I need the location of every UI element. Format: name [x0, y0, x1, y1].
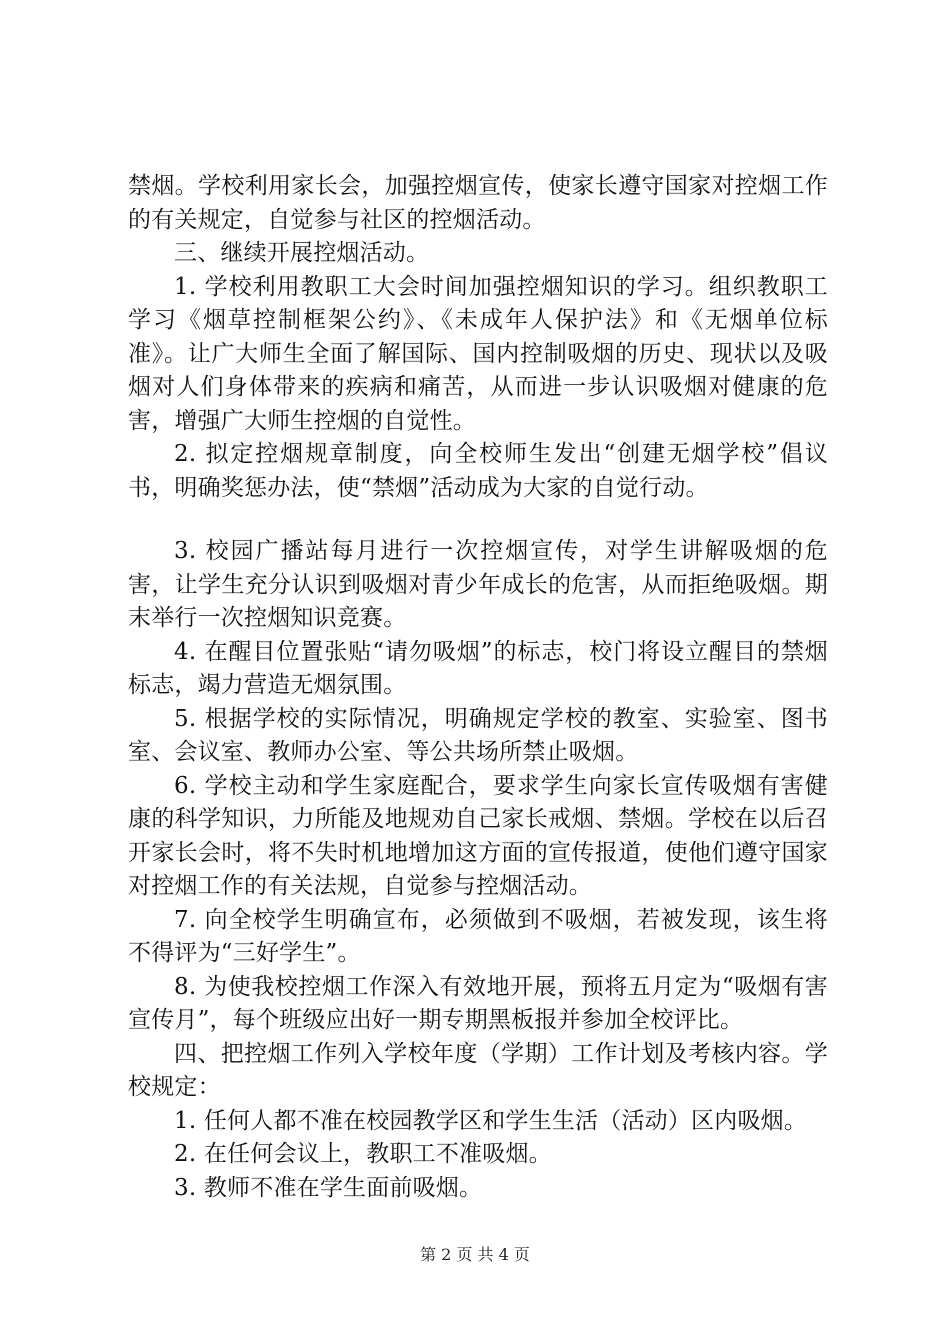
paragraph-item-2: 2. 拟定控烟规章制度，向全校师生发出“创建无烟学校”倡议书，明确奖惩办法，使“禁烟”活动成为大家的自觉行动。	[128, 441, 828, 501]
paragraph-item-1: 1. 学校利用教职工大会时间加强控烟知识的学习。组织教职工学习《烟草控制框架公约》、《未成年人保护法》和《无烟单位标准》。让广大师生全面了解国际、国内控制吸烟的历史、现状以及吸烟对人们身体带来的疾病和痛苦，从而进一步认识吸烟对健康的危害，增强广大师生控烟的自觉性。	[128, 273, 828, 434]
rule-item-3: 3. 教师不准在学生面前吸烟。	[174, 1174, 483, 1201]
rule-item-1: 1. 任何人都不准在校园教学区和学生生活（活动）区内吸烟。	[174, 1107, 808, 1134]
section-heading-4: 四、把控烟工作列入学校年度（学期）工作计划及考核内容。学校规定：	[128, 1040, 828, 1100]
section-heading-3: 三、继续开展控烟活动。	[174, 240, 430, 266]
paragraph-item-3: 3. 校园广播站每月进行一次控烟宣传，对学生讲解吸烟的危害，让学生充分认识到吸烟对青少年成长的危害，从而拒绝吸烟。期末举行一次控烟知识竞赛。	[128, 538, 828, 631]
paragraph-continuation: 禁烟。学校利用家长会，加强控烟宣传，使家长遵守国家对控烟工作的有关规定，自觉参与社区的控烟活动。	[128, 173, 828, 233]
paragraph-item-4: 4. 在醒目位置张贴“请勿吸烟”的标志，校门将设立醒目的禁烟标志，竭力营造无烟氛围。	[128, 638, 828, 698]
page-number-footer: 第 2 页 共 4 页	[420, 1245, 530, 1264]
paragraph-item-6: 6. 学校主动和学生家庭配合，要求学生向家长宣传吸烟有害健康的科学知识，力所能及地规劝自己家长戒烟、禁烟。学校在以后召开家长会时，将不失时机地增加这方面的宣传报道，使他们遵守国家对控烟工作的有关法规，自觉参与控烟活动。	[128, 772, 828, 899]
paragraph-item-8: 8. 为使我校控烟工作深入有效地开展，预将五月定为“吸烟有害宣传月”，每个班级应出好一期专期黑板报并参加全校评比。	[128, 973, 828, 1033]
paragraph-item-5: 5. 根据学校的实际情况，明确规定学校的教室、实验室、图书室、会议室、教师办公室、等公共场所禁止吸烟。	[128, 705, 828, 765]
rule-item-2: 2. 在任何会议上，教职工不准吸烟。	[174, 1141, 552, 1167]
document-body	[128, 170, 828, 1205]
paragraph-item-7: 7. 向全校学生明确宣布，必须做到不吸烟，若被发现，该生将不得评为“三好学生”。	[128, 906, 828, 966]
